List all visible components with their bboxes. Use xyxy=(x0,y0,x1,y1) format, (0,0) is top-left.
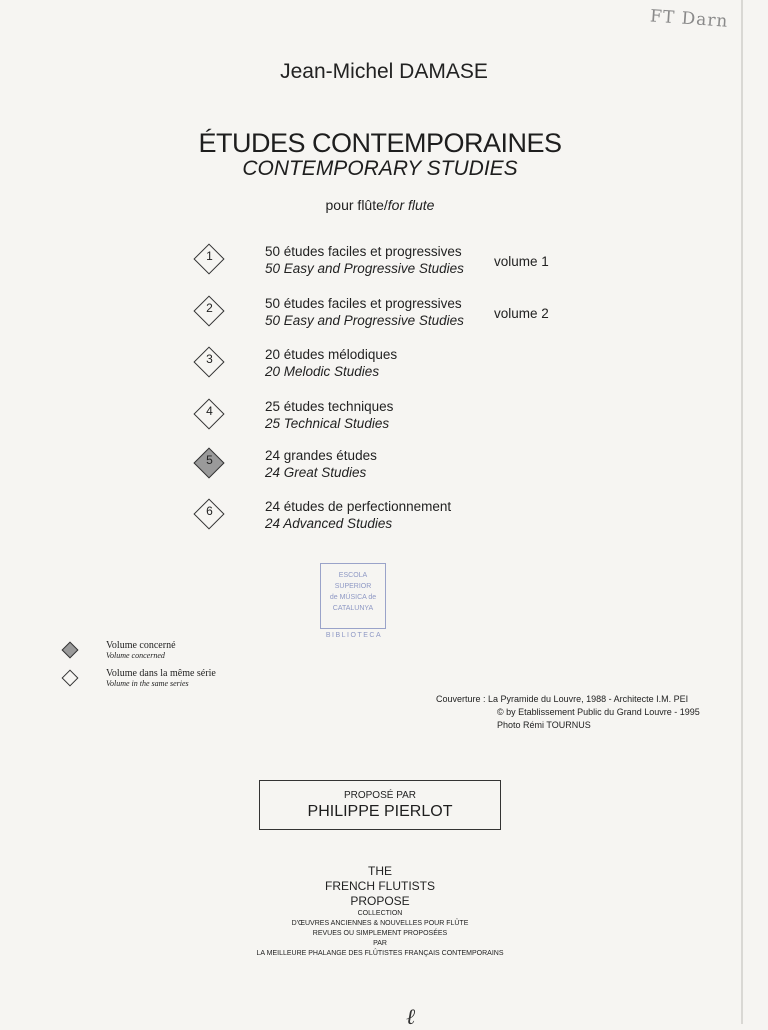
instrument-english: for flute xyxy=(387,197,435,213)
legend xyxy=(60,640,320,700)
volume-number: 2 xyxy=(206,301,213,315)
volume-tag: volume 1 xyxy=(494,254,549,269)
volume-item-1 xyxy=(190,244,590,284)
publisher-mark: ℓ xyxy=(406,1005,416,1030)
volume-item-3 xyxy=(190,347,590,387)
instrument-line xyxy=(0,197,760,213)
credit-line: Couverture : La Pyramide du Louvre, 1988 - Architecte I.M. PEI xyxy=(436,694,689,704)
volume-item-6 xyxy=(190,499,590,539)
legend-label-french: Volume dans la même série xyxy=(106,668,216,679)
volume-number: 4 xyxy=(206,404,213,418)
stamp-line: SUPERIOR xyxy=(334,583,372,590)
proposed-label: PROPOSÉ PAR xyxy=(343,790,417,801)
legend-label-french: Volume concerné xyxy=(106,640,176,651)
legend-item-concerned xyxy=(60,640,320,666)
volume-title-english: 20 Melodic Studies xyxy=(265,364,380,379)
title-english: CONTEMPORARY STUDIES xyxy=(242,157,518,180)
volume-title-french: 50 études faciles et progressives xyxy=(265,244,462,259)
credit-line: Photo Rémi TOURNUS xyxy=(497,720,591,730)
volume-number: 1 xyxy=(206,249,213,263)
volume-list xyxy=(190,244,590,544)
instrument-french: pour flûte/ xyxy=(325,197,388,213)
proposer-name: PHILIPPE PIERLOT xyxy=(307,803,453,820)
volume-number: 6 xyxy=(206,504,213,518)
heading-line: FRENCH FLUTISTS xyxy=(324,879,435,893)
library-stamp xyxy=(320,563,386,629)
collection-line: LA MEILLEURE PHALANGE DES FLÛTISTES FRANÇAIS CONTEMPORAINS xyxy=(256,950,504,957)
volume-number: 3 xyxy=(206,352,213,366)
volume-title-english: 24 Advanced Studies xyxy=(265,516,393,531)
collection-line: COLLECTION xyxy=(357,910,403,917)
proposed-by-box xyxy=(259,780,501,830)
cover-credits xyxy=(420,693,740,732)
filled-diamond-icon xyxy=(62,642,79,659)
volume-title-english: 24 Great Studies xyxy=(265,465,367,480)
volume-item-2 xyxy=(190,296,590,336)
legend-label-english: Volume concerned xyxy=(106,651,165,660)
volume-tag: volume 2 xyxy=(494,306,549,321)
volume-title-english: 50 Easy and Progressive Studies xyxy=(265,261,464,276)
volume-title-french: 20 études mélodiques xyxy=(265,347,398,362)
volume-number: 5 xyxy=(206,453,213,467)
legend-label-english: Volume in the same series xyxy=(106,679,189,688)
heading-line: THE xyxy=(368,864,392,878)
volume-item-5 xyxy=(190,448,590,488)
title-french: ÉTUDES CONTEMPORAINES xyxy=(198,128,562,158)
collection-description xyxy=(0,909,760,959)
heading-line: PROPOSE xyxy=(350,894,410,908)
stamp-line: de MÚSICA de xyxy=(329,594,377,601)
stamp-caption: BIBLIOTECA xyxy=(325,632,383,639)
collection-line: REVUES OU SIMPLEMENT PROPOSÉES xyxy=(312,930,448,937)
collection-line: PAR xyxy=(373,940,387,947)
volume-title-french: 24 grandes études xyxy=(265,448,377,463)
volume-item-4 xyxy=(190,399,590,439)
french-flutists-heading xyxy=(0,864,760,909)
credit-line: © by Etablissement Public du Grand Louvre - 1995 xyxy=(497,707,700,717)
handwritten-note: FT Darn xyxy=(649,6,730,32)
diamond-icon xyxy=(62,670,79,687)
volume-title-french: 24 études de perfectionnement xyxy=(265,499,452,514)
volume-title-french: 25 études techniques xyxy=(265,399,394,414)
composer-name: Jean-Michel DAMASE xyxy=(280,60,488,83)
legend-item-series xyxy=(60,668,320,694)
volume-title-english: 50 Easy and Progressive Studies xyxy=(265,313,464,328)
stamp-line: CATALUNYA xyxy=(332,605,374,612)
stamp-line: ESCOLA xyxy=(338,572,368,579)
volume-title-english: 25 Technical Studies xyxy=(265,416,390,431)
volume-title-french: 50 études faciles et progressives xyxy=(265,296,462,311)
collection-line: D'ŒUVRES ANCIENNES & NOUVELLES POUR FLÛTE xyxy=(291,920,469,927)
